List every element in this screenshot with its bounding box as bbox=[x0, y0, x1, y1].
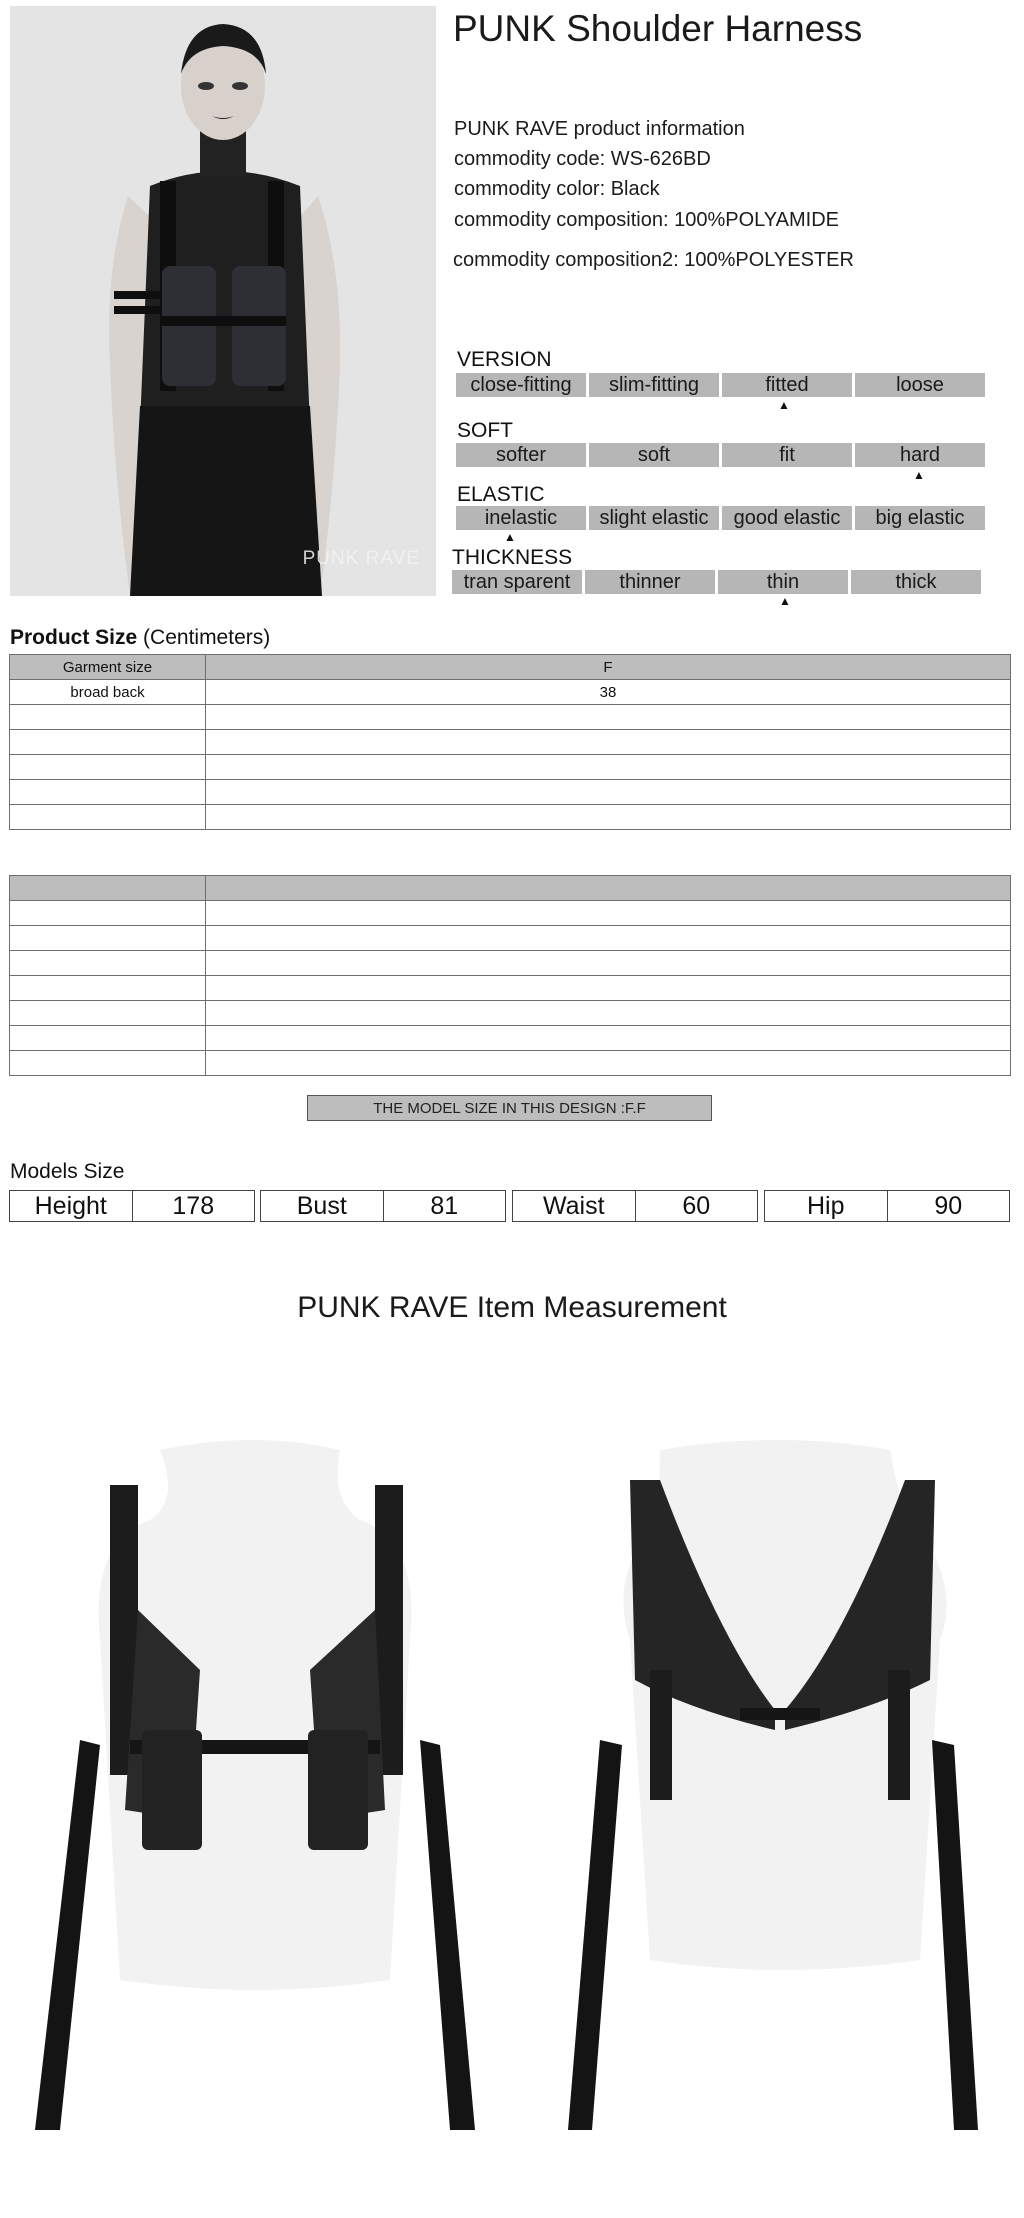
table-cell bbox=[206, 755, 1011, 780]
models-size-title: Models Size bbox=[10, 1160, 125, 1183]
commodity-code-label: commodity code: bbox=[454, 148, 606, 170]
model-bust-label: Bust bbox=[261, 1191, 384, 1221]
commodity-code-row bbox=[454, 148, 711, 171]
secondary-size-table bbox=[9, 875, 1011, 1076]
table-row bbox=[10, 1001, 1011, 1026]
table-cell: broad back bbox=[10, 680, 206, 705]
soft-option: softer bbox=[456, 443, 586, 467]
table-header-row bbox=[10, 876, 1011, 901]
product-title: PUNK Shoulder Harness bbox=[453, 8, 863, 49]
commodity-code-value: WS-626BD bbox=[610, 148, 711, 170]
table-row bbox=[10, 1051, 1011, 1076]
commodity-composition2-value: 100%POLYESTER bbox=[684, 249, 854, 271]
table-cell bbox=[206, 705, 1011, 730]
table-cell bbox=[206, 780, 1011, 805]
commodity-color-row bbox=[454, 178, 660, 201]
thickness-selected-marker: ▲ bbox=[779, 594, 791, 608]
table-cell bbox=[206, 730, 1011, 755]
table-row bbox=[10, 926, 1011, 951]
version-option: fitted bbox=[722, 373, 852, 397]
model-photo bbox=[10, 6, 436, 596]
elastic-selected-marker: ▲ bbox=[504, 530, 516, 544]
table-row bbox=[10, 705, 1011, 730]
product-size-title-bold: Product Size bbox=[10, 626, 138, 649]
commodity-composition2-row bbox=[453, 249, 854, 272]
table-row bbox=[10, 951, 1011, 976]
table-row bbox=[10, 805, 1011, 830]
soft-option: hard bbox=[855, 443, 985, 467]
model-size-note: THE MODEL SIZE IN THIS DESIGN :F.F bbox=[307, 1095, 712, 1121]
model-height-value: 178 bbox=[172, 1192, 215, 1220]
soft-scale bbox=[456, 443, 985, 467]
harness-front-photo bbox=[30, 1440, 480, 2140]
table-row bbox=[10, 901, 1011, 926]
soft-selected-marker: ▲ bbox=[913, 468, 925, 482]
harness-back-photo bbox=[560, 1440, 1000, 2140]
model-height bbox=[9, 1190, 255, 1222]
table-cell bbox=[10, 805, 206, 830]
model-waist-label: Waist bbox=[513, 1191, 636, 1221]
table-row bbox=[10, 680, 1011, 705]
table-header-row bbox=[10, 655, 1011, 680]
soft-title: SOFT bbox=[457, 419, 513, 442]
table-cell bbox=[10, 730, 206, 755]
elastic-option: good elastic bbox=[722, 506, 852, 530]
version-option: loose bbox=[855, 373, 985, 397]
table-cell bbox=[206, 805, 1011, 830]
thickness-option: thick bbox=[851, 570, 981, 594]
commodity-composition-value: 100%POLYAMIDE bbox=[674, 209, 839, 231]
measurement-title: PUNK RAVE Item Measurement bbox=[297, 1291, 727, 1324]
table-header-cell: F bbox=[206, 655, 1011, 680]
commodity-color-value: Black bbox=[610, 178, 660, 200]
thickness-option: tran sparent bbox=[452, 570, 582, 594]
commodity-composition-row bbox=[454, 209, 839, 232]
elastic-scale bbox=[456, 506, 985, 530]
elastic-option: inelastic bbox=[456, 506, 586, 530]
elastic-option: slight elastic bbox=[589, 506, 719, 530]
thickness-option: thinner bbox=[585, 570, 715, 594]
model-bust-value: 81 bbox=[430, 1192, 459, 1220]
table-row bbox=[10, 1026, 1011, 1051]
version-selected-marker: ▲ bbox=[778, 398, 790, 412]
table-row bbox=[10, 730, 1011, 755]
table-row bbox=[10, 976, 1011, 1001]
commodity-composition-label: commodity composition: bbox=[454, 209, 669, 231]
elastic-option: big elastic bbox=[855, 506, 985, 530]
table-cell bbox=[10, 705, 206, 730]
photo-watermark: PUNK RAVE bbox=[302, 548, 420, 569]
table-cell bbox=[10, 755, 206, 780]
version-title: VERSION bbox=[457, 348, 552, 371]
table-row bbox=[10, 755, 1011, 780]
thickness-title: THICKNESS bbox=[452, 546, 573, 569]
harness-front-illustration bbox=[30, 1440, 480, 2140]
table-header-cell: Garment size bbox=[10, 655, 206, 680]
soft-option: fit bbox=[722, 443, 852, 467]
model-height-label: Height bbox=[10, 1191, 133, 1221]
model-bust bbox=[260, 1190, 506, 1222]
model-hip bbox=[764, 1190, 1010, 1222]
thickness-scale bbox=[452, 570, 981, 594]
model-hip-value: 90 bbox=[934, 1192, 963, 1220]
soft-option: soft bbox=[589, 443, 719, 467]
product-size-table bbox=[9, 654, 1011, 830]
model-hip-label: Hip bbox=[765, 1191, 888, 1221]
table-cell bbox=[10, 780, 206, 805]
commodity-composition2-label: commodity composition2: bbox=[453, 249, 679, 271]
model-waist bbox=[512, 1190, 758, 1222]
version-option: slim-fitting bbox=[589, 373, 719, 397]
model-illustration bbox=[10, 6, 436, 596]
table-row bbox=[10, 780, 1011, 805]
thickness-option: thin bbox=[718, 570, 848, 594]
version-option: close-fitting bbox=[456, 373, 586, 397]
table-cell: 38 bbox=[206, 680, 1011, 705]
elastic-title: ELASTIC bbox=[457, 483, 545, 506]
info-heading: PUNK RAVE product information bbox=[454, 118, 745, 140]
harness-back-illustration bbox=[560, 1440, 1000, 2140]
product-size-unit: (Centimeters) bbox=[143, 626, 271, 649]
product-size-title bbox=[10, 626, 270, 650]
version-scale bbox=[456, 373, 985, 397]
model-waist-value: 60 bbox=[682, 1192, 711, 1220]
commodity-color-label: commodity color: bbox=[454, 178, 606, 200]
